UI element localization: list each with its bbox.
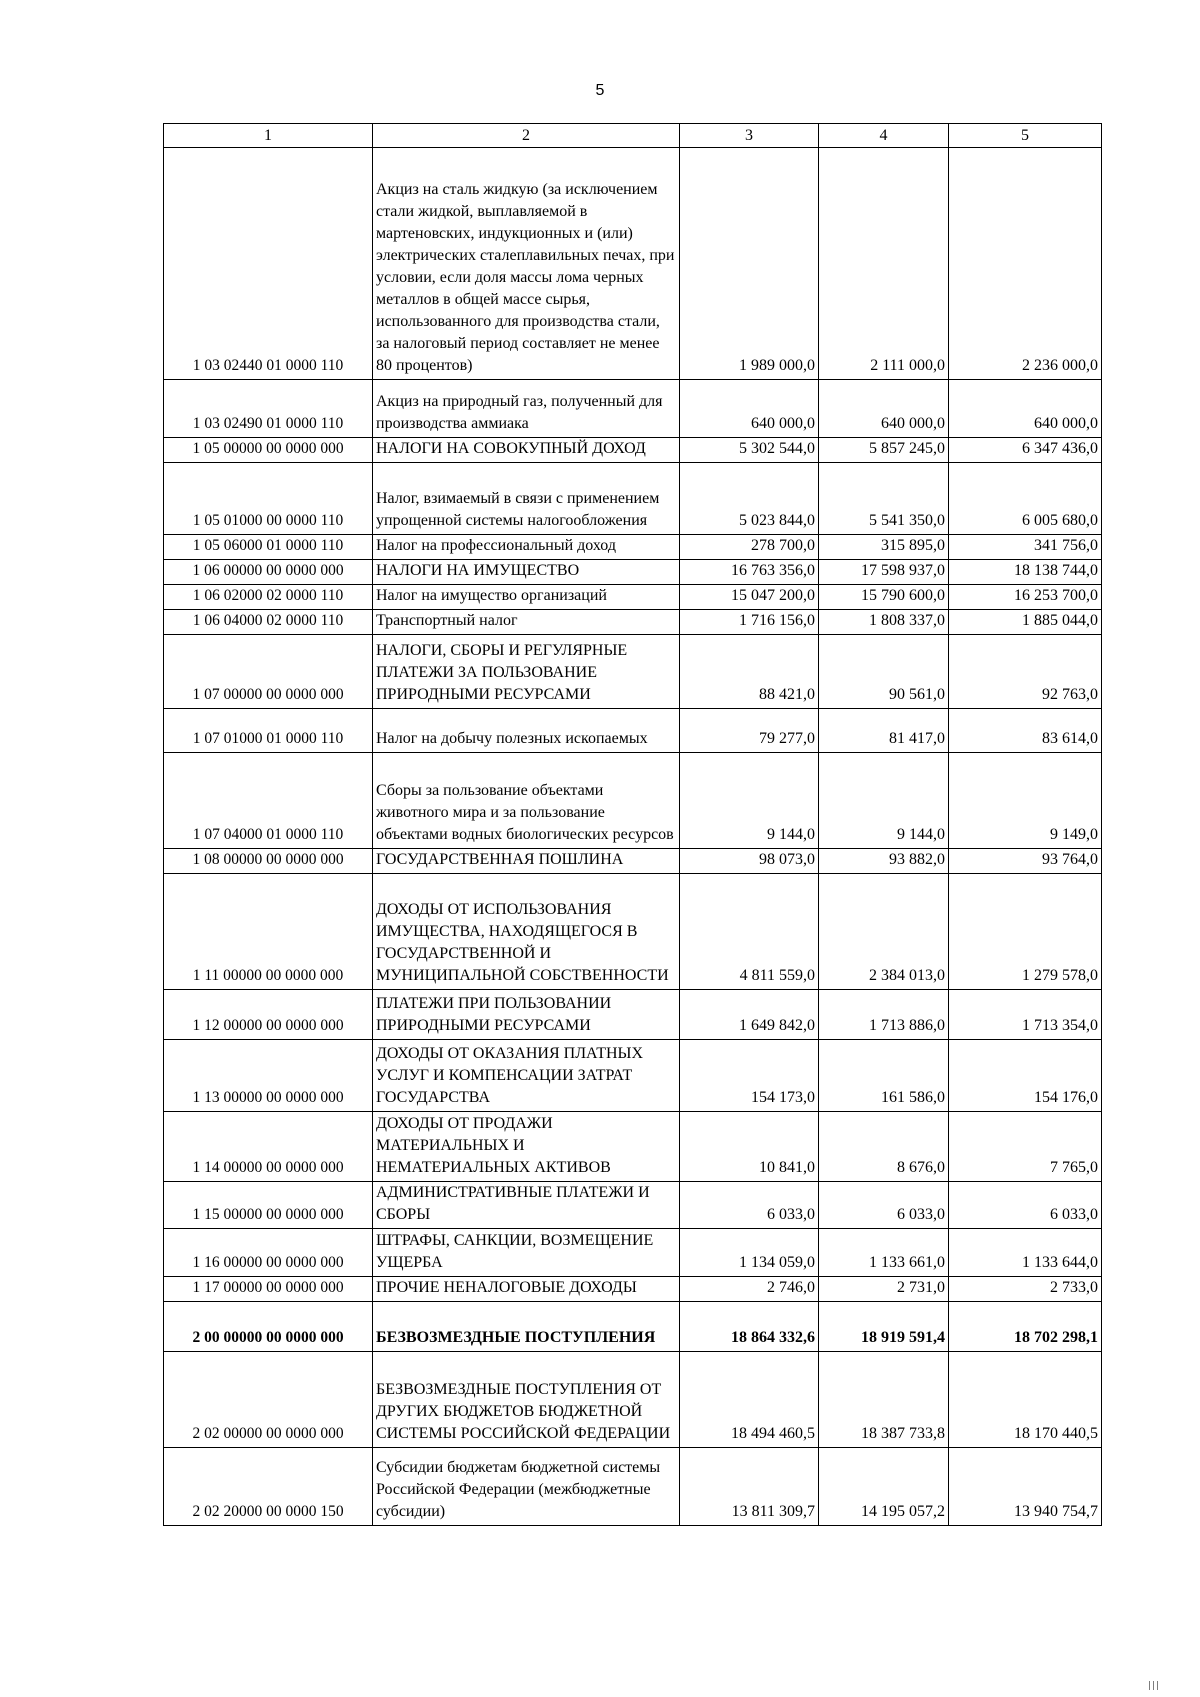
row-name-cell: АДМИНИСТРАТИВНЫЕ ПЛАТЕЖИ И СБОРЫ — [373, 1182, 680, 1229]
row-name-cell: ДОХОДЫ ОТ ОКАЗАНИЯ ПЛАТНЫХ УСЛУГ И КОМПЕНСАЦИИ ЗАТРАТ ГОСУДАРСТВА — [373, 1040, 680, 1112]
row-value-col3-cell: 10 841,0 — [680, 1112, 819, 1182]
row-code-cell: 2 02 00000 00 0000 000 — [164, 1352, 373, 1448]
table-row — [164, 380, 1102, 438]
row-value-col3-cell: 4 811 559,0 — [680, 874, 819, 990]
row-value-col5-cell: 83 614,0 — [949, 709, 1102, 753]
table-header-row — [164, 124, 1102, 148]
row-value-col4-cell: 81 417,0 — [819, 709, 949, 753]
row-code-cell: 1 07 04000 01 0000 110 — [164, 753, 373, 849]
row-value-col5-cell: 9 149,0 — [949, 753, 1102, 849]
row-value-col4-cell: 14 195 057,2 — [819, 1448, 949, 1526]
row-name-cell: Налог на имущество организаций — [373, 585, 680, 610]
row-value-col4-cell: 1 133 661,0 — [819, 1229, 949, 1277]
row-name-cell: БЕЗВОЗМЕЗДНЫЕ ПОСТУПЛЕНИЯ — [373, 1302, 680, 1352]
table-body — [164, 148, 1102, 1526]
table-row — [164, 753, 1102, 849]
table-row — [164, 1229, 1102, 1277]
row-name-cell: Сборы за пользование объектами животного мира и за пользование объектами водных биологических ресурсов — [373, 753, 680, 849]
row-value-col5-cell: 6 347 436,0 — [949, 438, 1102, 463]
row-name-cell: Транспортный налог — [373, 610, 680, 635]
table-row — [164, 1448, 1102, 1526]
table-row — [164, 1040, 1102, 1112]
row-code-cell: 1 05 00000 00 0000 000 — [164, 438, 373, 463]
row-code-cell: 1 05 01000 00 0000 110 — [164, 463, 373, 535]
row-name-cell: ДОХОДЫ ОТ ПРОДАЖИ МАТЕРИАЛЬНЫХ И НЕМАТЕРИАЛЬНЫХ АКТИВОВ — [373, 1112, 680, 1182]
row-value-col3-cell: 5 302 544,0 — [680, 438, 819, 463]
row-code-cell: 1 17 00000 00 0000 000 — [164, 1277, 373, 1302]
table-row — [164, 1352, 1102, 1448]
row-value-col3-cell: 1 649 842,0 — [680, 990, 819, 1040]
row-value-col5-cell: 6 033,0 — [949, 1182, 1102, 1229]
row-value-col5-cell: 1 133 644,0 — [949, 1229, 1102, 1277]
row-value-col3-cell: 6 033,0 — [680, 1182, 819, 1229]
table-row — [164, 849, 1102, 874]
row-code-cell: 1 16 00000 00 0000 000 — [164, 1229, 373, 1277]
table-row — [164, 635, 1102, 709]
column-header: 3 — [680, 124, 819, 148]
table-row — [164, 535, 1102, 560]
row-value-col5-cell: 18 138 744,0 — [949, 560, 1102, 585]
row-value-col5-cell: 154 176,0 — [949, 1040, 1102, 1112]
row-value-col4-cell: 1 808 337,0 — [819, 610, 949, 635]
row-name-cell: Акциз на сталь жидкую (за исключением стали жидкой, выплавляемой в мартеновских, индукционных и (или) электрических сталеплавильных печах, при условии, если доля массы лома черных металлов в общей массе сырья, использованного для производства стали, за налоговый период составляет не менее 80 процентов) — [373, 148, 680, 380]
table-row — [164, 438, 1102, 463]
row-value-col4-cell: 5 857 245,0 — [819, 438, 949, 463]
column-header: 2 — [373, 124, 680, 148]
table-row — [164, 1112, 1102, 1182]
row-name-cell: Налог на профессиональный доход — [373, 535, 680, 560]
row-value-col5-cell: 18 170 440,5 — [949, 1352, 1102, 1448]
row-code-cell: 1 05 06000 01 0000 110 — [164, 535, 373, 560]
row-code-cell: 1 11 00000 00 0000 000 — [164, 874, 373, 990]
row-value-col3-cell: 15 047 200,0 — [680, 585, 819, 610]
revenue-table — [163, 123, 1102, 1526]
row-value-col3-cell: 1 716 156,0 — [680, 610, 819, 635]
row-value-col5-cell: 2 236 000,0 — [949, 148, 1102, 380]
row-name-cell: ГОСУДАРСТВЕННАЯ ПОШЛИНА — [373, 849, 680, 874]
row-value-col4-cell: 17 598 937,0 — [819, 560, 949, 585]
row-value-col4-cell: 2 384 013,0 — [819, 874, 949, 990]
row-value-col4-cell: 2 731,0 — [819, 1277, 949, 1302]
row-value-col5-cell: 6 005 680,0 — [949, 463, 1102, 535]
row-code-cell: 1 07 00000 00 0000 000 — [164, 635, 373, 709]
row-value-col5-cell: 18 702 298,1 — [949, 1302, 1102, 1352]
row-value-col5-cell: 1 713 354,0 — [949, 990, 1102, 1040]
row-value-col3-cell: 18 864 332,6 — [680, 1302, 819, 1352]
row-name-cell: Субсидии бюджетам бюджетной системы Российской Федерации (межбюджетные субсидии) — [373, 1448, 680, 1526]
row-value-col3-cell: 9 144,0 — [680, 753, 819, 849]
table-row — [164, 874, 1102, 990]
row-code-cell: 1 13 00000 00 0000 000 — [164, 1040, 373, 1112]
row-name-cell: Налог, взимаемый в связи с применением упрощенной системы налогообложения — [373, 463, 680, 535]
row-value-col5-cell: 1 279 578,0 — [949, 874, 1102, 990]
row-value-col4-cell: 9 144,0 — [819, 753, 949, 849]
row-value-col5-cell: 93 764,0 — [949, 849, 1102, 874]
row-code-cell: 1 03 02490 01 0000 110 — [164, 380, 373, 438]
row-value-col3-cell: 16 763 356,0 — [680, 560, 819, 585]
row-value-col4-cell: 93 882,0 — [819, 849, 949, 874]
table-row — [164, 1302, 1102, 1352]
row-value-col3-cell: 98 073,0 — [680, 849, 819, 874]
table-row — [164, 1277, 1102, 1302]
row-value-col3-cell: 5 023 844,0 — [680, 463, 819, 535]
row-value-col4-cell: 315 895,0 — [819, 535, 949, 560]
row-value-col4-cell: 18 387 733,8 — [819, 1352, 949, 1448]
row-value-col5-cell: 2 733,0 — [949, 1277, 1102, 1302]
table-row — [164, 585, 1102, 610]
row-value-col4-cell: 2 111 000,0 — [819, 148, 949, 380]
column-header: 5 — [949, 124, 1102, 148]
row-name-cell: Налог на добычу полезных ископаемых — [373, 709, 680, 753]
row-value-col4-cell: 1 713 886,0 — [819, 990, 949, 1040]
row-value-col3-cell: 79 277,0 — [680, 709, 819, 753]
row-code-cell: 1 15 00000 00 0000 000 — [164, 1182, 373, 1229]
row-name-cell: ШТРАФЫ, САНКЦИИ, ВОЗМЕЩЕНИЕ УЩЕРБА — [373, 1229, 680, 1277]
row-value-col5-cell: 341 756,0 — [949, 535, 1102, 560]
row-value-col4-cell: 18 919 591,4 — [819, 1302, 949, 1352]
row-code-cell: 1 06 04000 02 0000 110 — [164, 610, 373, 635]
row-value-col5-cell: 1 885 044,0 — [949, 610, 1102, 635]
row-value-col5-cell: 16 253 700,0 — [949, 585, 1102, 610]
column-header: 4 — [819, 124, 949, 148]
row-name-cell: НАЛОГИ НА СОВОКУПНЫЙ ДОХОД — [373, 438, 680, 463]
table-row — [164, 148, 1102, 380]
row-value-col4-cell: 8 676,0 — [819, 1112, 949, 1182]
row-value-col5-cell: 13 940 754,7 — [949, 1448, 1102, 1526]
table-row — [164, 610, 1102, 635]
table-row — [164, 560, 1102, 585]
row-name-cell: ДОХОДЫ ОТ ИСПОЛЬЗОВАНИЯ ИМУЩЕСТВА, НАХОДЯЩЕГОСЯ В ГОСУДАРСТВЕННОЙ И МУНИЦИПАЛЬНОЙ СОБСТВЕННОСТИ — [373, 874, 680, 990]
row-value-col4-cell: 161 586,0 — [819, 1040, 949, 1112]
row-value-col4-cell: 5 541 350,0 — [819, 463, 949, 535]
row-value-col3-cell: 640 000,0 — [680, 380, 819, 438]
row-name-cell: НАЛОГИ НА ИМУЩЕСТВО — [373, 560, 680, 585]
page-number: 5 — [595, 82, 605, 99]
row-code-cell: 1 14 00000 00 0000 000 — [164, 1112, 373, 1182]
row-code-cell: 1 06 02000 02 0000 110 — [164, 585, 373, 610]
table-row — [164, 990, 1102, 1040]
row-value-col4-cell: 15 790 600,0 — [819, 585, 949, 610]
row-value-col3-cell: 278 700,0 — [680, 535, 819, 560]
row-code-cell: 1 07 01000 01 0000 110 — [164, 709, 373, 753]
table-row — [164, 709, 1102, 753]
row-value-col3-cell: 18 494 460,5 — [680, 1352, 819, 1448]
row-code-cell: 2 00 00000 00 0000 000 — [164, 1302, 373, 1352]
table-row — [164, 1182, 1102, 1229]
row-value-col3-cell: 2 746,0 — [680, 1277, 819, 1302]
row-code-cell: 1 08 00000 00 0000 000 — [164, 849, 373, 874]
row-value-col5-cell: 640 000,0 — [949, 380, 1102, 438]
row-value-col4-cell: 90 561,0 — [819, 635, 949, 709]
row-value-col5-cell: 92 763,0 — [949, 635, 1102, 709]
row-code-cell: 1 03 02440 01 0000 110 — [164, 148, 373, 380]
row-value-col3-cell: 1 989 000,0 — [680, 148, 819, 380]
row-name-cell: БЕЗВОЗМЕЗДНЫЕ ПОСТУПЛЕНИЯ ОТ ДРУГИХ БЮДЖЕТОВ БЮДЖЕТНОЙ СИСТЕМЫ РОССИЙСКОЙ ФЕДЕРАЦИИ — [373, 1352, 680, 1448]
row-code-cell: 1 12 00000 00 0000 000 — [164, 990, 373, 1040]
row-code-cell: 1 06 00000 00 0000 000 — [164, 560, 373, 585]
row-name-cell: Акциз на природный газ, полученный для производства аммиака — [373, 380, 680, 438]
row-value-col4-cell: 640 000,0 — [819, 380, 949, 438]
row-value-col3-cell: 88 421,0 — [680, 635, 819, 709]
row-name-cell: ПЛАТЕЖИ ПРИ ПОЛЬЗОВАНИИ ПРИРОДНЫМИ РЕСУРСАМИ — [373, 990, 680, 1040]
row-value-col5-cell: 7 765,0 — [949, 1112, 1102, 1182]
row-value-col4-cell: 6 033,0 — [819, 1182, 949, 1229]
row-value-col3-cell: 13 811 309,7 — [680, 1448, 819, 1526]
table-row — [164, 463, 1102, 535]
row-value-col3-cell: 1 134 059,0 — [680, 1229, 819, 1277]
row-name-cell: НАЛОГИ, СБОРЫ И РЕГУЛЯРНЫЕ ПЛАТЕЖИ ЗА ПОЛЬЗОВАНИЕ ПРИРОДНЫМИ РЕСУРСАМИ — [373, 635, 680, 709]
row-value-col3-cell: 154 173,0 — [680, 1040, 819, 1112]
column-header: 1 — [164, 124, 373, 148]
row-name-cell: ПРОЧИЕ НЕНАЛОГОВЫЕ ДОХОДЫ — [373, 1277, 680, 1302]
row-code-cell: 2 02 20000 00 0000 150 — [164, 1448, 373, 1526]
scan-mark: ||| — [1147, 1681, 1160, 1691]
